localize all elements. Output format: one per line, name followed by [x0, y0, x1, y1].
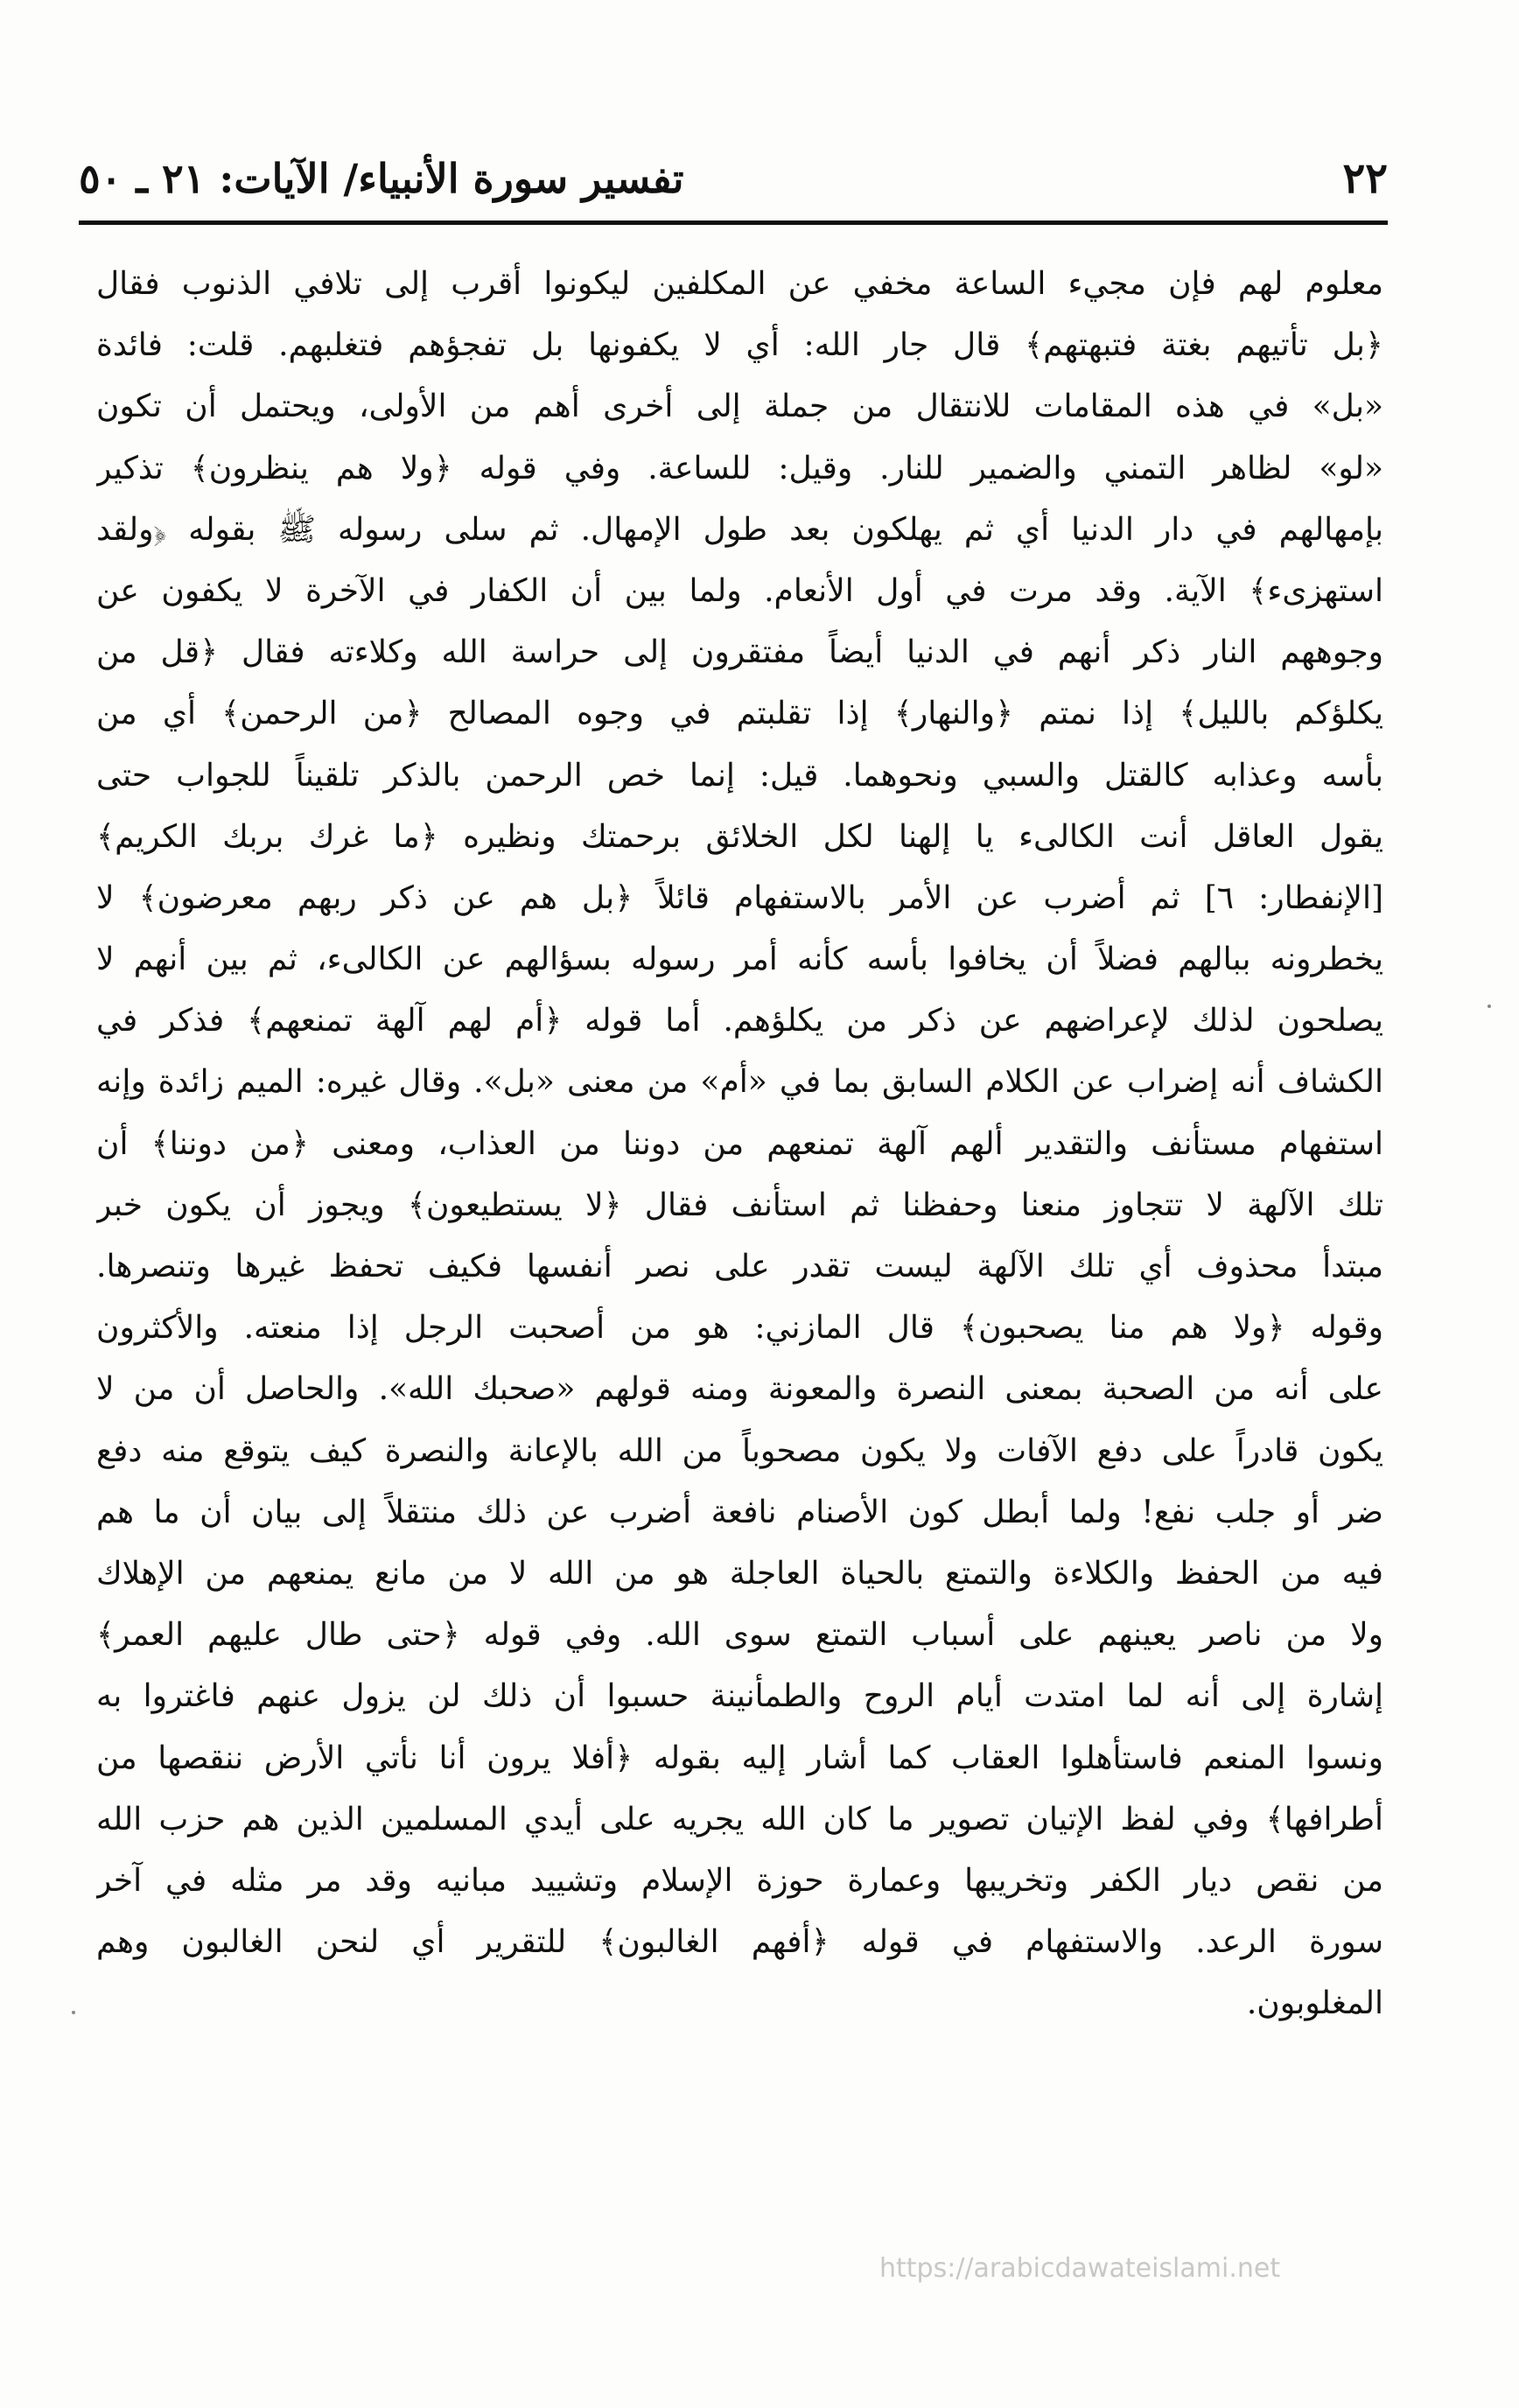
text-line: إشارة إلى أنه لما امتدت أيام الروح والطمأنينة حسبوا أن ذلك لن يزول عنهم فاغتروا به [96, 1678, 1383, 1715]
text-line: سورة الرعد. والاستفهام في قوله ﴿أفهم الغالبون﴾ للتقرير أي لنحن الغالبون وهم [96, 1924, 1383, 1961]
text-line: يخطرونه ببالهم فضلاً أن يخافوا بأسه كأنه أمر رسوله بسؤالهم عن الكالىء، ثم بين أنهم لا [96, 942, 1383, 978]
text-line: ضر أو جلب نفع! ولما أبطل كون الأصنام نافعة أضرب عن ذلك منتقلاً إلى بيان أن ما هم [96, 1494, 1383, 1530]
text-line: فيه من الحفظ والكلاءة والتمتع بالحياة العاجلة هو من الله لا من مانع يمنعهم من الإهلاك [96, 1555, 1383, 1592]
margin-speck [72, 2011, 75, 2014]
text-line: وجوههم النار ذكر أنهم في الدنيا أيضاً مفتقرون إلى حراسة الله وكلاءته فقال ﴿قل من [96, 634, 1383, 671]
body-text [96, 254, 1383, 2034]
text-line: الكشاف أنه إضراب عن الكلام السابق بما في «أم» من معنى «بل». وقال غيره: الميم زائدة وإنه [96, 1064, 1383, 1101]
text-line: استفهام مستأنف والتقدير ألهم آلهة تمنعهم من دوننا من العذاب، ومعنى ﴿من دوننا﴾ أن [96, 1125, 1383, 1162]
running-head: تفسير سورة الأنبياء/ الآيات: ٢١ ـ ٥٠ [79, 155, 684, 202]
watermark-url: https://arabicdawateislami.net [879, 2253, 1281, 2284]
text-line: معلوم لهم فإن مجيء الساعة مخفي عن المكلفين ليكونوا أقرب إلى تلافي الذنوب فقال [96, 266, 1383, 302]
text-line: مبتدأ محذوف أي تلك الآلهة ليست تقدر على نصر أنفسها فكيف تحفظ غيرها وتنصرها. [96, 1249, 1383, 1284]
text-line: [الإنفطار: ٦] ثم أضرب عن الأمر بالاستفهام قائلاً ﴿بل هم عن ذكر ربهم معرضون﴾ لا [96, 879, 1383, 916]
text-line: «بل» في هذه المقامات للانتقال من جملة إلى أخرى أهم من الأولى، ويحتمل أن تكون [96, 388, 1383, 425]
text-line: بإمهالهم في دار الدنيا أي ثم يهلكون بعد طول الإمهال. ثم سلى رسوله ﷺ بقوله ﴿ولقد [96, 511, 1383, 548]
text-line: المغلوبون. [1246, 1985, 1383, 2022]
text-line: ولا من ناصر يعينهم على أسباب التمتع سوى الله. وفي قوله ﴿حتى طال عليهم العمر﴾ [96, 1617, 1383, 1654]
header-rule [79, 220, 1388, 225]
page-number: ٢٢ [1342, 154, 1388, 203]
text-line: ونسوا المنعم فاستأهلوا العقاب كما أشار إليه بقوله ﴿أفلا يرون أنا نأتي الأرض ننقصها من [96, 1740, 1383, 1776]
text-line: يكون قادراً على دفع الآفات ولا يكون مصحوباً من الله بالإعانة والنصرة كيف يتوقع منه دفع [96, 1432, 1383, 1469]
text-line: يكلؤكم بالليل﴾ إذا نمتم ﴿والنهار﴾ إذا تقلبتم في وجوه المصالح ﴿من الرحمن﴾ أي من [96, 696, 1383, 732]
text-line: على أنه من الصحبة بمعنى النصرة والمعونة ومنه قولهم «صحبك الله». والحاصل أن من لا [96, 1371, 1383, 1408]
text-line: تلك الآلهة لا تتجاوز منعنا وحفظنا ثم استأنف فقال ﴿لا يستطيعون﴾ ويجوز أن يكون خبر [96, 1186, 1383, 1223]
text-line: يقول العاقل أنت الكالىء يا إلهنا لكل الخلائق برحمتك ونظيره ﴿ما غرك بربك الكريم﴾ [96, 818, 1383, 855]
text-line: أطرافها﴾ وفي لفظ الإتيان تصوير ما كان الله يجريه على أيدي المسلمين الذين هم حزب الله [96, 1801, 1383, 1838]
text-line: من نقص ديار الكفر وتخريبها وعمارة حوزة الإسلام وتشييد مبانيه وقد مر مثله في آخر [96, 1862, 1383, 1899]
text-line: وقوله ﴿ولا هم منا يصحبون﴾ قال المازني: هو من أصحبت الرجل إذا منعته. والأكثرون [96, 1310, 1383, 1347]
text-line: يصلحون لذلك لإعراضهم عن ذكر من يكلؤهم. أما قوله ﴿أم لهم آلهة تمنعهم﴾ فذكر في [96, 1003, 1383, 1040]
text-line: استهزىء﴾ الآية. وقد مرت في أول الأنعام. ولما بين أن الكفار في الآخرة لا يكفون عن [96, 572, 1383, 609]
text-line: «لو» لظاهر التمني والضمير للنار. وقيل: للساعة. وفي قوله ﴿ولا هم ينظرون﴾ تذكير [96, 450, 1383, 486]
text-line: ﴿بل تأتيهم بغتة فتبهتهم﴾ قال جار الله: أي لا يكفونها بل تفجؤهم فتغلبهم. قلت: فائدة [96, 327, 1383, 364]
page-header [79, 147, 1388, 219]
text-line: بأسه وعذابه كالقتل والسبي ونحوهما. قيل: إنما خص الرحمن بالذكر تلقيناً للجواب حتى [96, 757, 1383, 794]
margin-speck [1488, 1004, 1491, 1008]
